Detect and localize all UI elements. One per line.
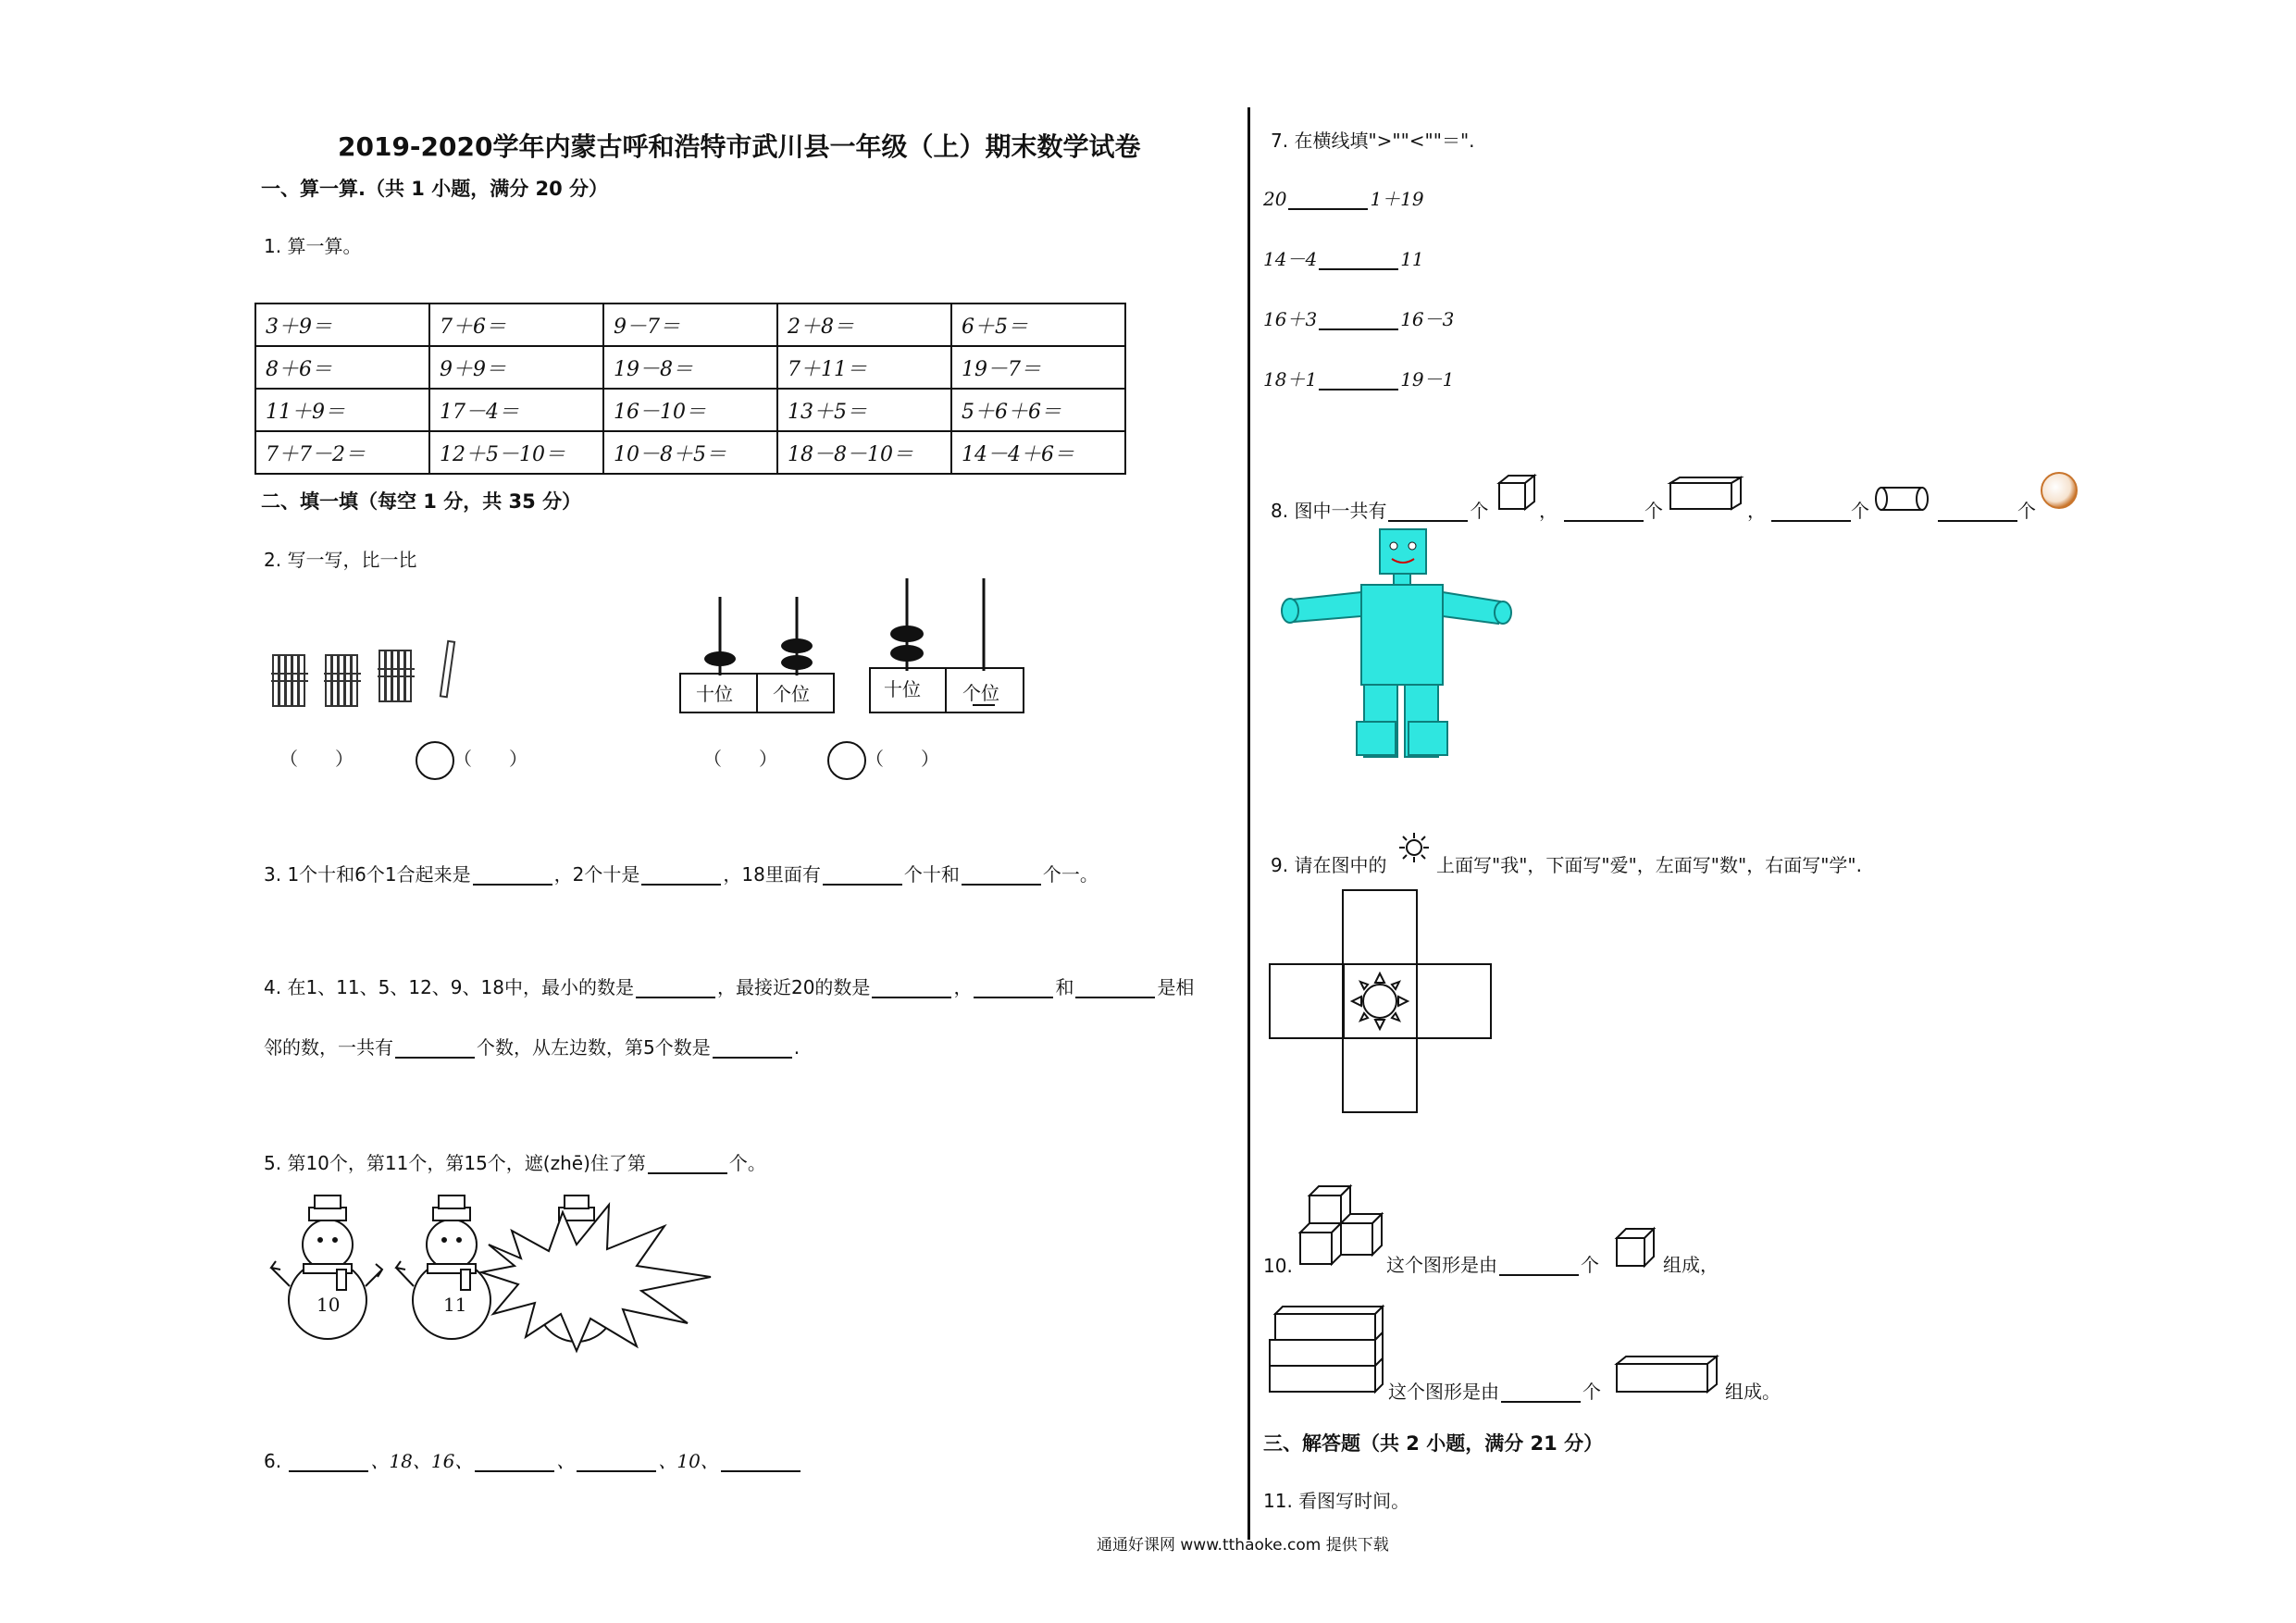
q7-right-expr: 16－3 [1400, 308, 1455, 330]
calc-cell[interactable]: 7＋11＝ [777, 346, 951, 389]
small-cube-icon [1615, 1227, 1657, 1270]
q3-part3: ，18里面有 [723, 863, 821, 886]
q3-part5: 个一。 [1042, 863, 1098, 886]
q3-line [264, 863, 1098, 886]
calc-cell[interactable]: 10－8＋5＝ [603, 431, 777, 474]
calc-cell[interactable]: 19－7＝ [951, 346, 1125, 389]
q8-unit-3: 个 [1851, 500, 1869, 522]
calc-cell[interactable]: 11＋9＝ [255, 389, 429, 431]
q6-part-b: 、 [556, 1450, 576, 1472]
calc-row [255, 389, 1125, 431]
q4-blank-6[interactable] [713, 1038, 792, 1059]
q6-num: 6. [264, 1450, 282, 1472]
q9-part2: 上面写"我"，下面写"爱"，左面写"数"，右面写"学". [1436, 854, 1862, 876]
q5-num: 5. [264, 1152, 282, 1174]
calc-row [255, 431, 1125, 474]
q6-part-a: 、18、16、 [370, 1450, 474, 1472]
calc-row [255, 346, 1125, 389]
q8-unit-1: 个 [1470, 500, 1489, 522]
cuboid-icon [1669, 476, 1743, 513]
q6-blank-3[interactable] [577, 1452, 656, 1472]
page-title: 2019-2020学年内蒙古呼和浩特市武川县一年级（上）期末数学试卷 [338, 131, 1141, 162]
calc-cell[interactable]: 7＋7－2＝ [255, 431, 429, 474]
q5-blank[interactable] [648, 1154, 727, 1174]
q7-right-expr: 11 [1400, 248, 1424, 270]
q7-left-expr: 18＋1 [1263, 368, 1318, 390]
calc-cell[interactable]: 13＋5＝ [777, 389, 951, 431]
q4-blank-5[interactable] [395, 1038, 475, 1059]
q8-blank-4[interactable] [1938, 502, 2017, 522]
q4-part4: 和 [1055, 976, 1074, 998]
calc-cell[interactable]: 5＋6＋6＝ [951, 389, 1125, 431]
calc-cell[interactable]: 16－10＝ [603, 389, 777, 431]
q2-paren-4: （ ） [865, 748, 939, 770]
calc-row [255, 304, 1125, 346]
column-divider [1247, 107, 1250, 1540]
q6-blank-2[interactable] [475, 1452, 554, 1472]
q10-part3: 组成， [1663, 1254, 1719, 1276]
q8-unit-2: 个 [1644, 500, 1663, 522]
q4-line2 [264, 1036, 800, 1059]
q10-part1b: 这个图形是由 [1388, 1381, 1499, 1403]
snowman2-number: 11 [443, 1294, 467, 1316]
q6-line [264, 1450, 802, 1472]
q7-right-expr: 1＋19 [1370, 188, 1424, 210]
q6-part-c: 、10、 [658, 1450, 719, 1472]
q7-row [1263, 308, 1454, 330]
q4-line2-c: . [793, 1036, 800, 1059]
section1-heading: 一、算一算.（共 1 小题，满分 20 分） [261, 178, 609, 200]
q3-blank-3[interactable] [823, 865, 902, 886]
abacus2-tens-label: 十位 [884, 678, 921, 700]
q5-part2: 个。 [728, 1152, 766, 1174]
q7-blank[interactable] [1319, 370, 1398, 390]
q3-blank-1[interactable] [473, 865, 552, 886]
q4-line2-a: 邻的数，一共有 [264, 1036, 393, 1059]
compare-circle-1 [415, 740, 455, 781]
q2-paren-2: （ ） [453, 748, 527, 770]
q10-part2: 个 [1581, 1254, 1599, 1276]
q8-unit-4: 个 [2017, 500, 2036, 522]
q10-line2 [1388, 1381, 1601, 1403]
calc-cell[interactable]: 7＋6＝ [429, 304, 603, 346]
q10-line1 [1386, 1254, 1599, 1276]
calc-cell[interactable]: 18－8－10＝ [777, 431, 951, 474]
q8-blank-1[interactable] [1388, 502, 1468, 522]
q4-blank-1[interactable] [636, 978, 715, 998]
cuboid-stack-figure [1268, 1305, 1388, 1397]
q5-part1: 第10个，第11个，第15个，遮(zhē)住了第 [287, 1152, 646, 1174]
q7-right-expr: 19－1 [1400, 368, 1455, 390]
q7-left-expr: 16＋3 [1263, 308, 1318, 330]
q7-blank[interactable] [1319, 250, 1398, 270]
cube-stack-figure [1298, 1184, 1384, 1270]
q4-num: 4. [264, 976, 282, 998]
q8-text: 8. 图中一共有 [1271, 500, 1387, 522]
calc-cell[interactable]: 17－4＝ [429, 389, 603, 431]
q10-num: 10. [1263, 1255, 1293, 1277]
section2-heading: 二、填一填（每空 1 分，共 35 分） [261, 490, 582, 513]
q8-blank-3[interactable] [1771, 502, 1851, 522]
q8-comma-2: ， [1747, 500, 1766, 522]
q7-text: 7. 在横线填">""<""＝". [1271, 130, 1475, 152]
q4-part3: ， [953, 976, 973, 998]
calc-table [254, 303, 1126, 475]
abacus1-tens-label: 十位 [696, 683, 733, 705]
q10-part4: 组成。 [1725, 1381, 1781, 1403]
cube-icon [1497, 474, 1536, 513]
q10-part1: 这个图形是由 [1386, 1254, 1497, 1276]
q6-blank-4[interactable] [721, 1452, 800, 1472]
stick-bundles-figure [268, 637, 472, 729]
q4-part5: 是相 [1157, 976, 1195, 998]
q6-blank-1[interactable] [289, 1452, 368, 1472]
calc-cell[interactable]: 3＋9＝ [255, 304, 429, 346]
q5-line [264, 1152, 766, 1174]
compare-circle-2 [826, 740, 867, 781]
q10-blank-2[interactable] [1501, 1382, 1581, 1403]
q3-part4: 个十和 [903, 863, 960, 886]
calc-cell[interactable]: 6＋5＝ [951, 304, 1125, 346]
footer-text: 通通好课网 www.tthaoke.com 提供下载 [1097, 1536, 1389, 1555]
snowmen-figure [267, 1194, 766, 1342]
calc-cell[interactable]: 9－7＝ [603, 304, 777, 346]
q10-part2b: 个 [1582, 1381, 1601, 1403]
section3-heading: 三、解答题（共 2 小题，满分 21 分） [1263, 1432, 1604, 1455]
cross-grid-figure [1268, 888, 1499, 1115]
q7-blank[interactable] [1319, 310, 1398, 330]
q4-part2: ，最接近20的数是 [716, 976, 871, 998]
q4-blank-2[interactable] [872, 978, 951, 998]
sun-icon [1397, 831, 1431, 864]
q2-paren-3: （ ） [703, 748, 777, 770]
q8-line [1271, 500, 1488, 522]
q2-text: 2. 写一写，比一比 [264, 549, 417, 571]
abacus2-ones-label: 个位 [962, 682, 999, 704]
calc-cell[interactable]: 2＋8＝ [777, 304, 951, 346]
calc-cell[interactable]: 8＋6＝ [255, 346, 429, 389]
abacus1-ones-label: 个位 [773, 683, 810, 705]
snowman1-number: 10 [316, 1294, 341, 1316]
q8-comma-1: ， [1539, 500, 1558, 522]
q3-blank-4[interactable] [962, 865, 1041, 886]
calc-cell[interactable]: 9＋9＝ [429, 346, 603, 389]
q4-blank-4[interactable] [1075, 978, 1155, 998]
q8-blank-2[interactable] [1564, 502, 1644, 522]
calc-cell[interactable]: 19－8＝ [603, 346, 777, 389]
q4-line2-b: 个数，从左边数，第5个数是 [477, 1036, 711, 1059]
calc-cell[interactable]: 12＋5－10＝ [429, 431, 603, 474]
q1-text: 1. 算一算。 [264, 235, 362, 257]
cylinder-icon [1874, 485, 1931, 513]
q7-row [1263, 188, 1424, 210]
q3-num: 3. [264, 863, 282, 886]
q9-part1: 9. 请在图中的 [1271, 854, 1387, 876]
q2-paren-1: （ ） [279, 748, 354, 770]
q4-part1: 在1、11、5、12、9、18中，最小的数是 [287, 976, 634, 998]
calc-cell[interactable]: 14－4＋6＝ [951, 431, 1125, 474]
q4-blank-3[interactable] [974, 978, 1053, 998]
q7-left-expr: 14－4 [1263, 248, 1318, 270]
q3-blank-2[interactable] [641, 865, 721, 886]
robot-figure [1273, 527, 1523, 768]
q4-line1 [264, 976, 1194, 998]
q7-row [1263, 248, 1424, 270]
q10-blank-1[interactable] [1499, 1256, 1579, 1276]
q7-row [1263, 368, 1454, 390]
long-cuboid-icon [1615, 1355, 1720, 1395]
q3-part2: ，2个十是 [553, 863, 640, 886]
q11-text: 11. 看图写时间。 [1263, 1490, 1410, 1512]
sphere-icon [2039, 470, 2079, 511]
q7-blank[interactable] [1288, 190, 1368, 210]
q3-part1: 1个十和6个1合起来是 [287, 863, 471, 886]
q7-left-expr: 20 [1263, 188, 1287, 210]
